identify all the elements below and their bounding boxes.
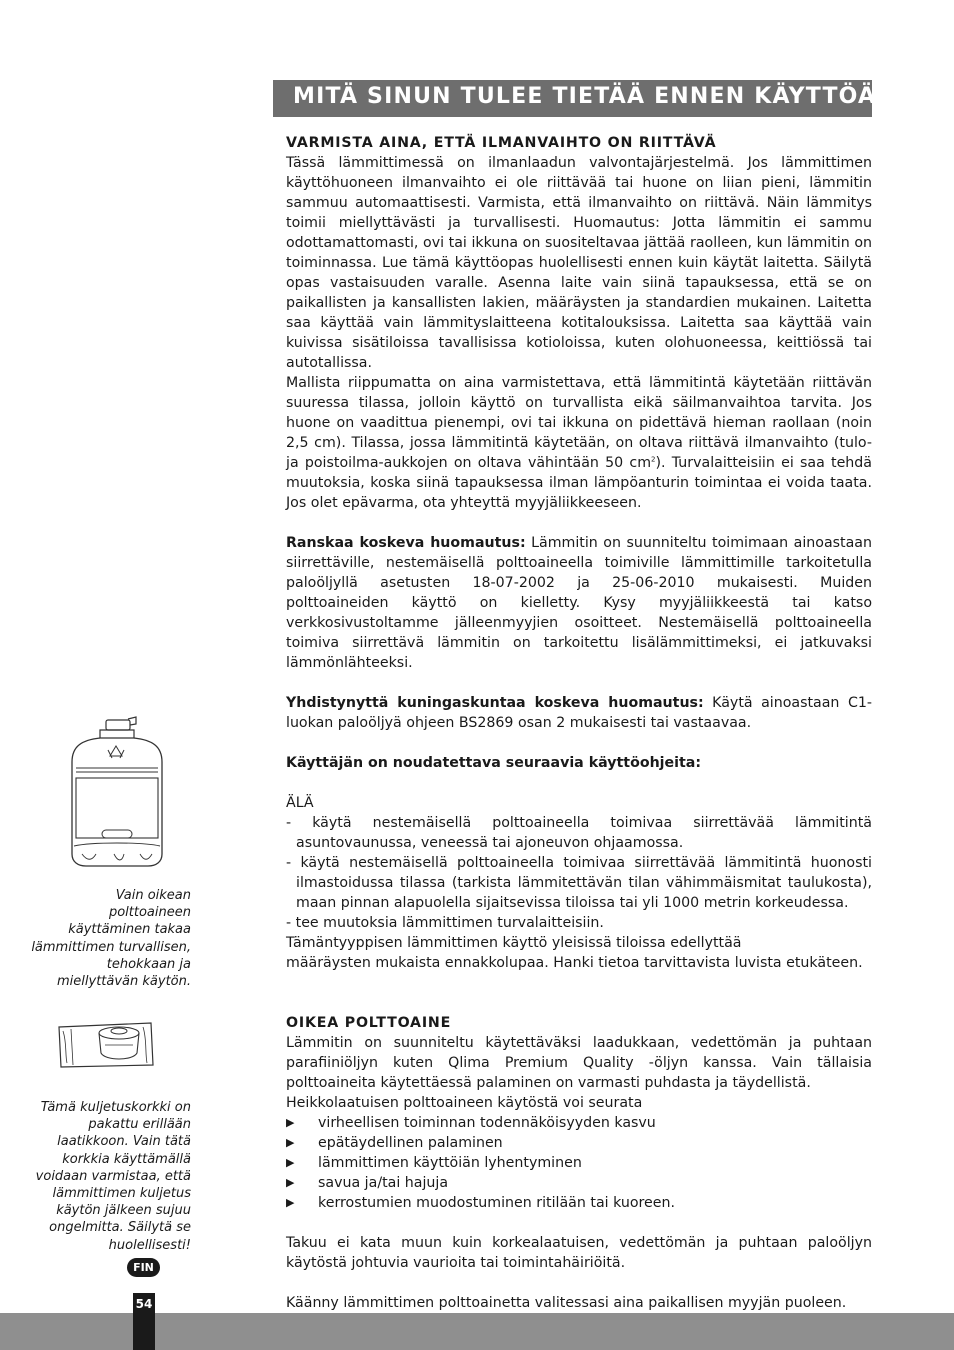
fuel-canister-icon [62,716,172,870]
user-instructions: Käyttäjän on noudatettava seuraavia käyttöohjeita: [286,755,702,771]
list-item: ▶ virheellisen toiminnan todennäköisyyden kasvu [286,1115,656,1131]
uk-note: Yhdistynyttä kuningaskuntaa koskeva huomautus: Käytä ainoastaan C1-luokan paloöljyä ohjeen BS2869 osan 2 mukaisesti tai vastaavaa. [286,695,872,731]
ventilation-paragraph-1: Tässä lämmittimessä on ilmanlaadun valvontajärjestelmä. Jos lämmittimen käyttöhuoneen ilmanvaihto ei ole riittävää tai huone on liian pieni, lämmitin sammuu automaattisesti. Varmista, että ilmanvaihto on riittävä. Näin lämmitys toimii miellyttävästi ja turvallisesti. Huomautus: Jotta lämmitin ei sammu odottamattomasti, ovi tai ikkuna on suositeltavaa jättää raolleen, kun lämmitin on toiminnassa. Lue tämä käyttöopas huolellisesti ennen kuin käytät laitetta. Säilytä opas vastaisuuden varalle. Asenna laite vain siinä tapauksessa, että se on paikallisten ja kansallisten lakien, määräysten ja standardien mukainen. Laitetta saa käyttää vain lämmityslaitteena kotitalouksissa. Laitetta saa käyttää vain kuivissa sisätiloissa tavallisissa kotioloissa, kuten olohuoneessa, keittiössä tai autotallissa. [286,155,872,371]
main-content [286,133,872,1313]
dont-list [286,813,872,933]
arrow-icon: ▶ [286,1116,295,1129]
arrow-icon: ▶ [286,1196,295,1209]
france-note: Ranskaa koskeva huomautus: Lämmitin on suunniteltu toimimaan ainoastaan siirrettäville, nestemäisellä polttoaineella toimiville lämmittimille tarkoitetulla paloöljyllä asetusten 18-07-2002 ja 25-06-2010 mukaisesti. Muiden polttoaineiden käyttö on kielletty. Kysy myyjäliikkeestä tai katso verkkosivustoltamme jälleenmyyjien osoitteet. Nestemäisellä polttoaineella toimiva siirrettävä lämmitin on tarkoitettu lisälämmittimeksi, ei jatkuvaksi lämmönlähteeksi. [286,535,872,671]
arrow-icon: ▶ [286,1176,295,1189]
warranty-text: Takuu ei kata muun kuin korkealaatuisen, vedettömän ja puhtaan paloöljyn käytöstä johtuvia vaurioita tai toimintahäiriöitä. [286,1235,872,1271]
arrow-icon: ▶ [286,1136,295,1149]
fuel-consequences-list [286,1113,872,1213]
permit-line-2: määräysten mukaista ennakkolupaa. Hanki tietoa tarvittavista luvista etukäteen. [286,955,863,971]
page-title: MITÄ SINUN TULEE TIETÄÄ ENNEN KÄYTTÖÄ [293,84,877,109]
language-badge: FIN [127,1258,160,1277]
list-item: - tee muutoksia lämmittimen turvalaitteisiin. [286,915,604,931]
list-item: - käytä nestemäisellä polttoaineella toimivaa siirrettävää lämmitintä huonosti ilmastoidussa tilassa (tarkista lämmitettävän tilan vähimmäismitat taulukosta), maan pinnan alapuolella sijaitsevissa tiloissa tai yli 1000 metrin korkeudessa. [286,855,872,911]
list-item: ▶ kerrostumien muodostuminen ritilään tai kuoreen. [286,1195,676,1211]
cap-caption: Tämä kuljetuskorkki on pakattu erillään laatikkoon. Vain tätä korkkia käyttämällä voidaan varmistaa, että lämmittimen kuljetus käytön jälkeen sujuu ongelmitta. Säilytä se huolellisesti! [35,1100,191,1253]
list-item: ▶ lämmittimen käyttöiän lyhentyminen [286,1155,582,1171]
list-item: - käytä nestemäisellä polttoaineella toimivaa siirrettävää lämmitintä asuntovaunussa, veneessä tai ajoneuvon ohjaamossa. [286,815,872,851]
arrow-icon: ▶ [286,1156,295,1169]
list-item: ▶ epätäydellinen palaminen [286,1135,503,1151]
title-bar [273,80,877,117]
ventilation-heading: VARMISTA AINA, ETTÄ ILMANVAIHTO ON RIITTÄVÄ [286,135,717,151]
dont-heading: ÄLÄ [286,795,314,811]
fuel-heading: OIKEA POLTTOAINE [286,1015,452,1031]
transport-cap-icon [55,1019,157,1071]
dealer-text: Käänny lämmittimen polttoainetta valitessasi aina paikallisen myyjän puoleen. [286,1295,847,1311]
fuel-lead: Heikkolaatuisen polttoaineen käytöstä voi seurata [286,1095,643,1111]
page-number: 54 [133,1293,155,1350]
ventilation-paragraph-2: Mallista riippumatta on aina varmistettava, että lämmitintä käytetään riittävän suuressa tilassa, jolloin käyttö on turvallista eikä säilmanvaihtoa tarvita. Jos huone on vaadittua pienempi, ovi tai ikkuna on pidettävä hieman raollaan (noin 2,5 cm). Tilassa, jossa lämmitintä käytetään, on oltava riittävä ilmanvaihto (tulo- ja poistoilma-aukkojen on oltava vähintään 50 $cm^2$). Turvalaitteisiin ei saa tehdä muutoksia, koska siinä tapauksessa ilman lämpöanturin toimintaa ei voida taata. Jos olet epävarma, ota yhteyttä myyjäliikkeeseen. [286,375,872,511]
fuel-paragraph: Lämmitin on suunniteltu käytettäväksi laadukkaan, vedettömän ja puhtaan parafiiniöljyn kuten Qlima Premium Quality -öljyn kanssa. Vain tällaisia polttoaineita käytettäessä palaminen on varmasti puhdasta ja täydellistä. [286,1035,872,1091]
fuel-caption: Vain oikean polttoaineen käyttäminen takaa lämmittimen turvallisen, tehokkaan ja miellyttävän käytön. [31,888,191,990]
permit-line-1: Tämäntyyppisen lämmittimen käyttö yleisissä tiloissa edellyttää [286,935,742,951]
list-item: ▶ savua ja/tai hajuja [286,1175,449,1191]
